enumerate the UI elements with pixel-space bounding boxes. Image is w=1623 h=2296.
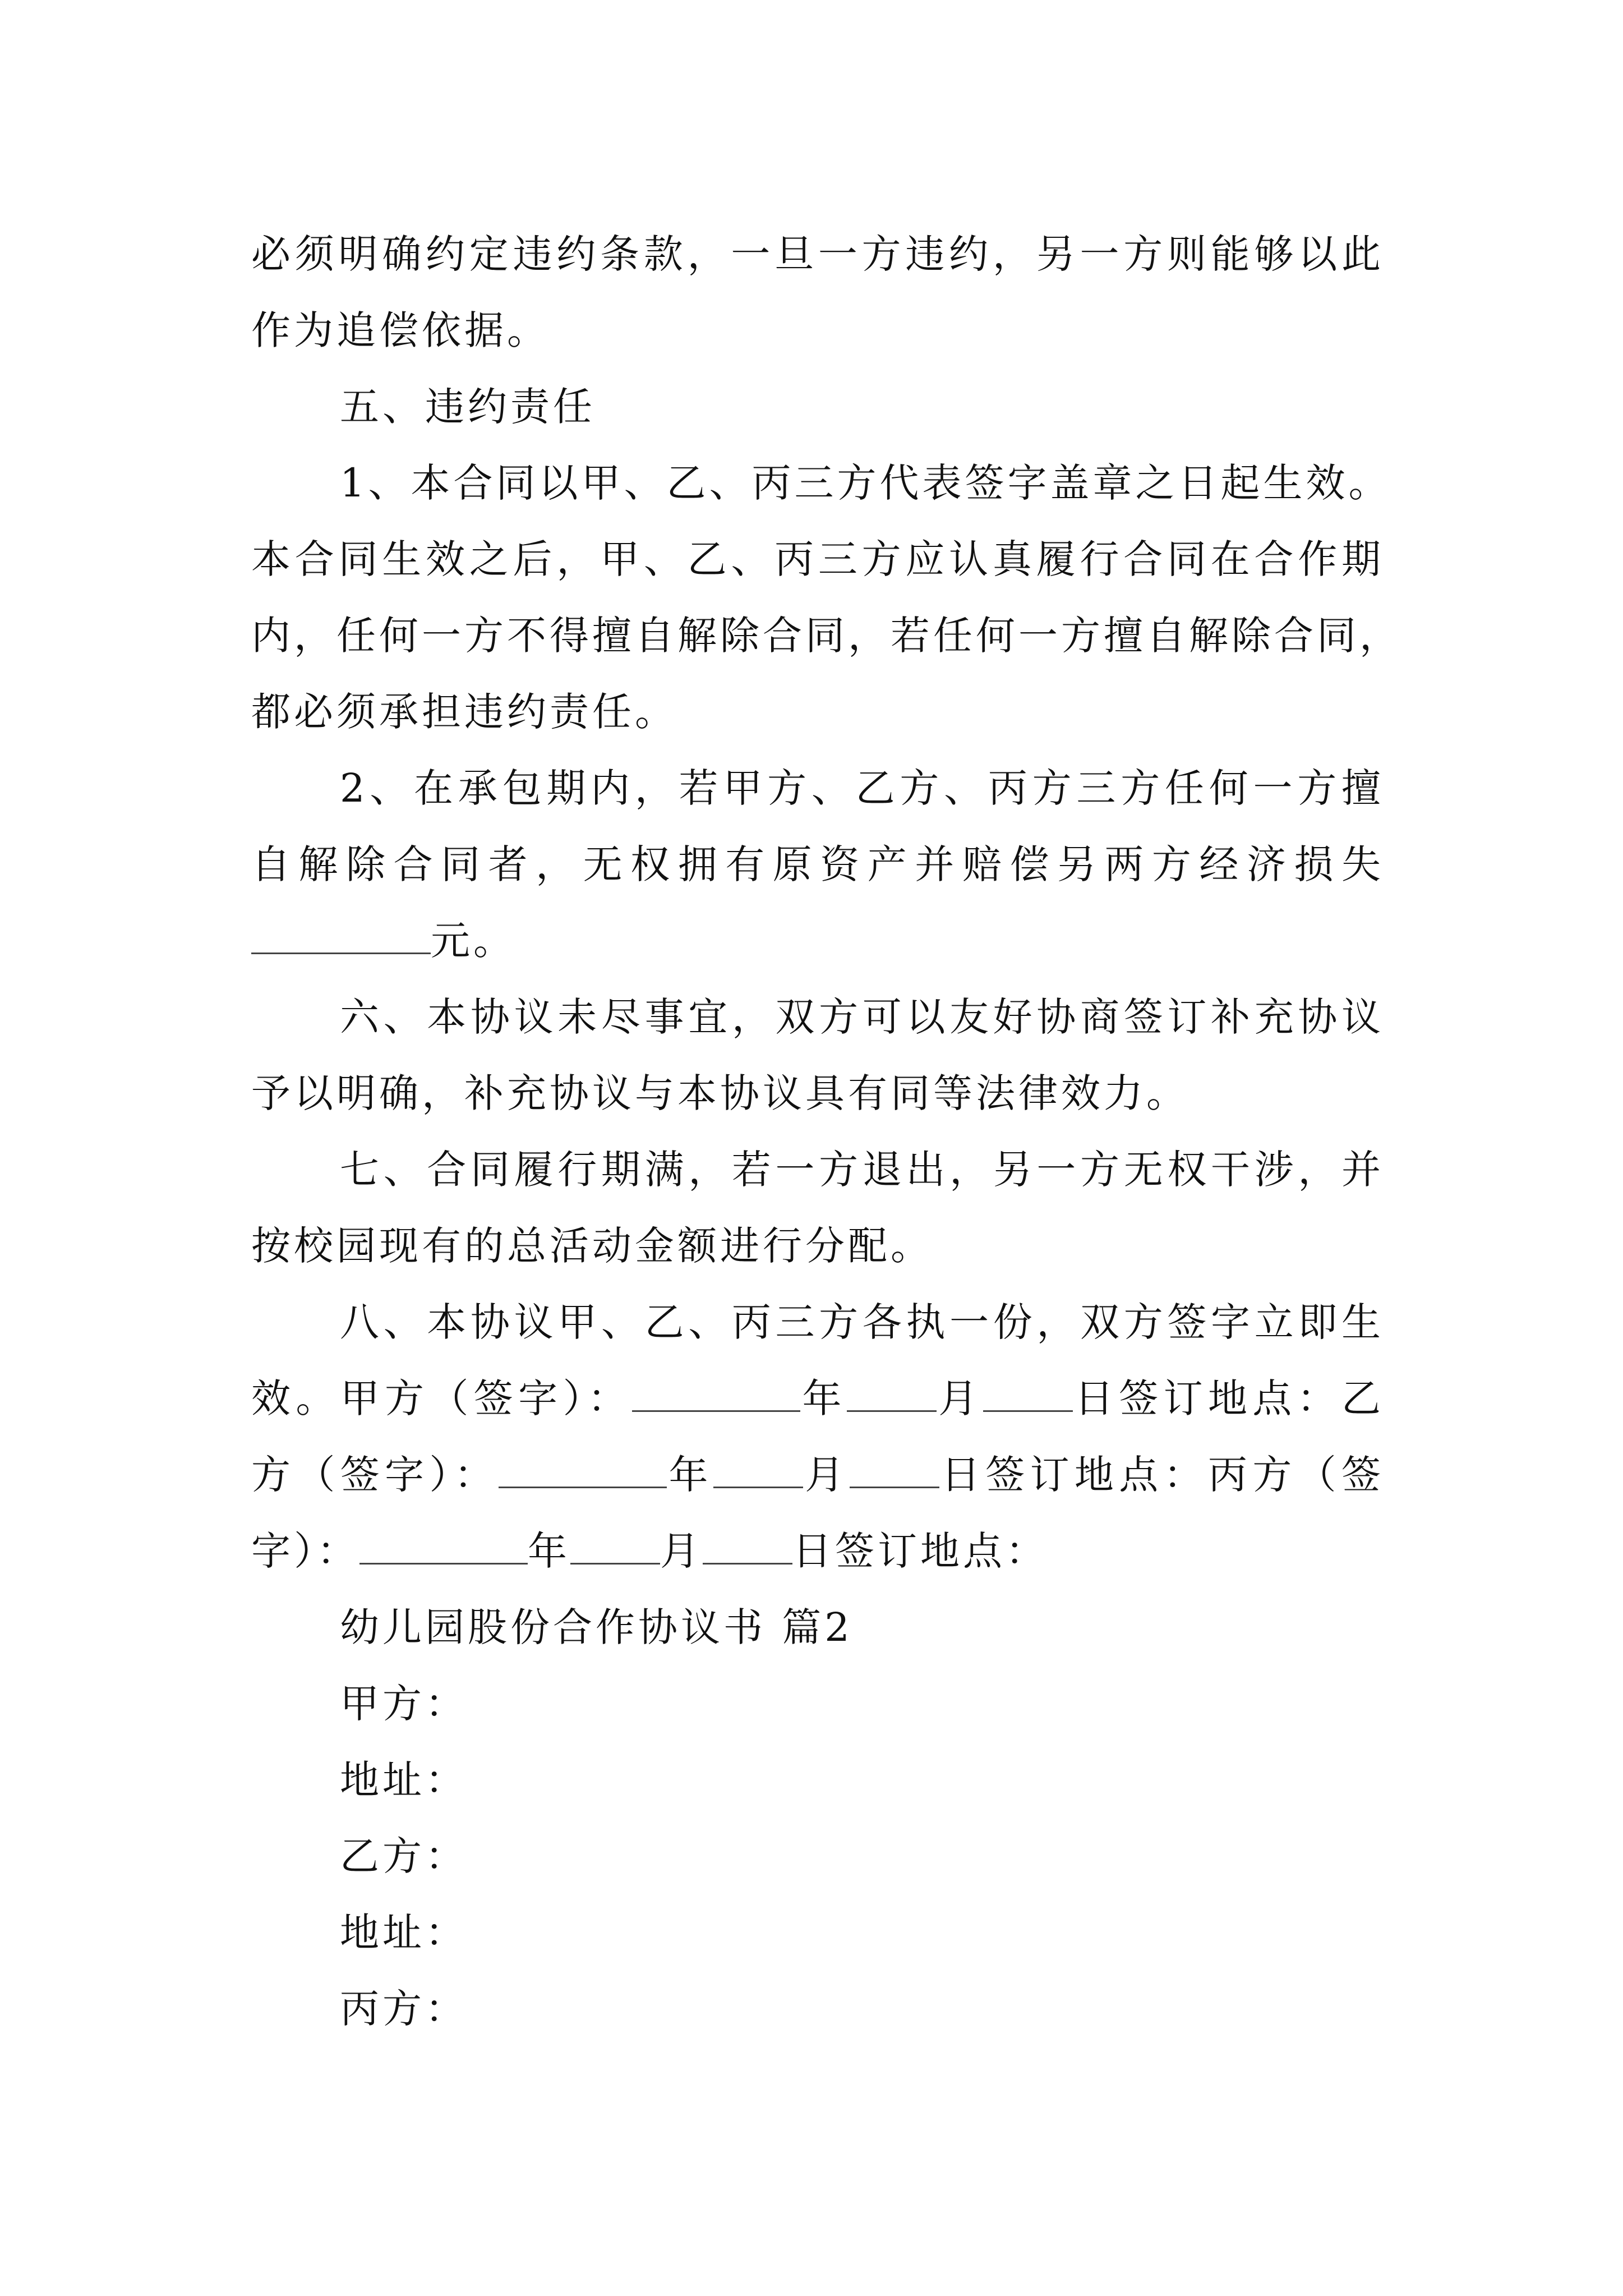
text-line: 自解除合同者，无权拥有原资产并赔偿另两方经济损失 [251, 841, 1384, 887]
text-fragment: 元。 [431, 918, 516, 964]
text-fragment: 月 [660, 1528, 703, 1574]
text-line: 予以明确，补充协议与本协议具有同等法律效力。 [251, 1070, 1189, 1116]
text-fragment: 日签订地点： [792, 1528, 1048, 1574]
text-line: 八、本协议甲、乙、丙三方各执一份，双方签字立即生 [340, 1299, 1384, 1345]
text-line: 必须明确约定违约条款，一旦一方违约，另一方则能够以此 [251, 231, 1384, 277]
text-fragment: 方（签字）： [251, 1452, 499, 1498]
day-blank [850, 1452, 939, 1488]
text-fragment: 日签订地点：乙 [1072, 1375, 1385, 1421]
document-body [251, 216, 1402, 2047]
signature-line-party-a [251, 1360, 1384, 1437]
text-line [251, 903, 1384, 979]
amount-blank [251, 918, 431, 954]
day-blank [703, 1528, 792, 1565]
text-line: 七、合同履行期满，若一方退出，另一方无权干涉，并 [340, 1147, 1384, 1193]
text-fragment: 字）： [251, 1528, 359, 1574]
text-fragment: 年 [528, 1528, 570, 1574]
text-line: 1、本合同以甲、乙、丙三方代表签字盖章之日起生效。 [340, 460, 1391, 506]
text-line: 六、本协议未尽事宜，双方可以友好协商签订补充协议 [340, 994, 1384, 1040]
text-fragment: 月 [936, 1375, 983, 1421]
text-line: 本合同生效之后，甲、乙、丙三方应认真履行合同在合作期 [251, 536, 1384, 582]
text-line: 内，任何一方不得擅自解除合同，若任何一方擅自解除合同， [251, 613, 1402, 659]
signature-line-party-c [251, 1513, 1384, 1589]
signature-blank [632, 1375, 800, 1412]
month-blank [713, 1452, 803, 1488]
party-c-label: 丙方： [340, 1986, 468, 2032]
text-fragment: 日签订地点：丙方（签 [939, 1452, 1385, 1498]
party-b-address-label: 地址： [340, 1910, 468, 1955]
text-line: 2、在承包期内，若甲方、乙方、丙方三方任何一方擅 [340, 765, 1384, 811]
party-a-label: 甲方： [340, 1681, 468, 1727]
text-fragment: 年 [667, 1452, 713, 1498]
text-line: 都必须承担违约责任。 [251, 689, 677, 735]
signature-blank [359, 1528, 528, 1565]
text-fragment: 效。甲方（签字）： [251, 1375, 633, 1421]
day-blank [983, 1375, 1073, 1412]
month-blank [847, 1375, 937, 1412]
text-line: 按校园现有的总活动金额进行分配。 [251, 1223, 933, 1269]
party-a-address-label: 地址： [340, 1757, 468, 1803]
document-title-part2: 幼儿园股份合作协议书 篇2 [340, 1604, 853, 1650]
text-line: 作为追偿依据。 [251, 307, 550, 353]
signature-blank [499, 1452, 667, 1488]
party-b-label: 乙方： [340, 1833, 468, 1879]
signature-line-party-b [251, 1437, 1384, 1513]
month-blank [570, 1528, 660, 1565]
text-fragment: 月 [803, 1452, 850, 1498]
section-heading-breach: 五、违约责任 [340, 384, 596, 430]
text-fragment: 年 [800, 1375, 847, 1421]
